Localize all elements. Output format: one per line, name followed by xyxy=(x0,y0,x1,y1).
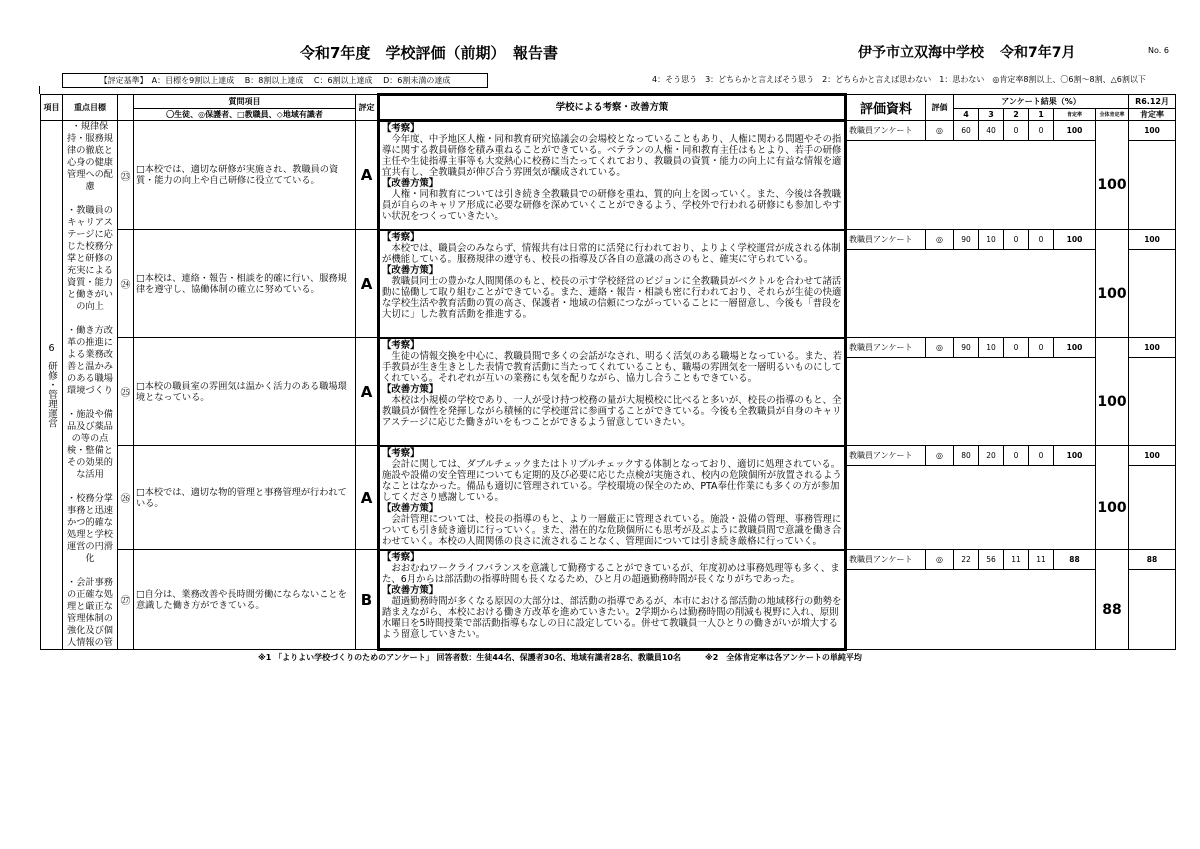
survey-percent-2: 0 xyxy=(1004,121,1029,141)
analysis-heading: 【考察】 xyxy=(382,551,420,563)
analysis-heading: 【考察】 xyxy=(382,339,420,351)
survey-percent-4: 80 xyxy=(954,446,979,466)
question-text: □本校では、適切な研修が実施され、教職員の資質・能力の向上や自己研修に役立てている。 xyxy=(134,121,356,230)
category-cell xyxy=(41,121,63,650)
improvement-text: 会計管理については、校長の指導のもと、より一層厳正に管理されている。施設・設備の管理、事務管理についても引き続き適切に行っていく。また、潜在的な危険個所にも思考が及ぶように教職員間で意識を働き合わせていく。本校の人間関係の良さに流されることなく、管理面については引き続き厳格に行っていく。 xyxy=(382,513,842,547)
previous-positive-rate: 88 xyxy=(1129,550,1176,570)
table-row xyxy=(41,338,1176,358)
empty-cell xyxy=(1129,250,1176,338)
col-header-overall: 全体肯定率 xyxy=(1096,109,1129,121)
survey-percent-1: 11 xyxy=(1029,550,1054,570)
col-header-prev-sub: 肯定率 xyxy=(1129,109,1176,121)
empty-cell xyxy=(1129,466,1176,550)
col-header-number xyxy=(118,95,134,121)
positive-rate: 88 xyxy=(1054,550,1096,570)
survey-percent-3: 40 xyxy=(979,121,1004,141)
survey-percent-1: 0 xyxy=(1029,338,1054,358)
question-text: □自分は、業務改善や長時間労働にならないことを意識した働き方ができている。 xyxy=(134,550,356,650)
analysis-cell xyxy=(379,121,846,230)
survey-percent-3: 20 xyxy=(979,446,1004,466)
empty-cell xyxy=(1129,570,1176,650)
overall-positive-rate: 100 xyxy=(1096,230,1129,338)
focus-goals: ・規律保持・服務規律の徹底と心身の健康管理への配慮 ・教職員のキャリアステージに応じた校務分掌と研修の充実による資質・能力と働きがいの向上 ・働き方改革の推進による業務改善と温かみのある職場環境づくり ・施設や備品及び薬品の等の点検・整備とその効果的な活用 ・校務分掌事務と迅速かつ的確な処理と学校運営の円滑化 ・会計事務の正確な処理と厳正な管理体制の強化及び個人情報の管 xyxy=(63,121,118,650)
evaluation-source: 教職員アンケート xyxy=(846,230,926,250)
survey-percent-2: 0 xyxy=(1004,446,1029,466)
question-number: ㉓ xyxy=(118,121,134,230)
overall-positive-rate: 100 xyxy=(1096,338,1129,446)
evaluation-mark-icon: ◎ xyxy=(926,550,954,570)
survey-percent-3: 56 xyxy=(979,550,1004,570)
previous-positive-rate: 100 xyxy=(1129,230,1176,250)
report-date: 令和7年7月 xyxy=(1000,45,1076,61)
col-header-survey: アンケート結果（%） xyxy=(954,95,1129,109)
col-header-question-sub: 〇生徒、◎保護者、□教職員、◇地域有識者 xyxy=(134,109,356,121)
col-header-positive: 肯定率 xyxy=(1054,109,1096,121)
table-row xyxy=(41,230,1176,250)
empty-cell xyxy=(846,570,1096,650)
survey-percent-3: 10 xyxy=(979,230,1004,250)
empty-cell xyxy=(1129,141,1176,230)
col-header-3: 3 xyxy=(979,109,1004,121)
survey-percent-1: 0 xyxy=(1029,121,1054,141)
overall-positive-rate: 100 xyxy=(1096,121,1129,230)
evaluation-mark-icon: ◎ xyxy=(926,121,954,141)
improvement-heading: 【改善方策】 xyxy=(382,264,439,276)
improvement-heading: 【改善方策】 xyxy=(382,584,439,596)
question-text: □本校では、適切な物的管理と事務管理が行われている。 xyxy=(134,446,356,550)
col-header-eval: 評価 xyxy=(926,95,954,121)
analysis-text: 本校では、職員会のみならず、情報共有は日常的に活発に行われており、よりよく学校運営が成される体制が機能している。服務規律の遵守も、校長の指導及び各自の意識の高さのもと、確実に守られている。 xyxy=(382,242,841,265)
col-header-1: 1 xyxy=(1029,109,1054,121)
analysis-heading: 【考察】 xyxy=(382,447,420,459)
positive-rate: 100 xyxy=(1054,338,1096,358)
question-number: ㉗ xyxy=(118,550,134,650)
table-row xyxy=(41,550,1176,570)
footnote: ※1 「よりよい学校づくりのためのアンケート」 回答者数：生徒44名、保護者30名、地域有識者28名、教職員10名 ※2 全体肯定率は各アンケートの単純平均 xyxy=(258,653,862,662)
overall-positive-rate: 100 xyxy=(1096,446,1129,550)
improvement-text: 本校は小規模の学校であり、一人が受け持つ校務の量が大規模校に比べると多いが、校長の指導のもと、全教職員が個性を発揮しながら積極的に学校運営に参画することができている。今後も全教職員が自身のキャリアステージに応じた働きがいをもつことができるよう留意していきたい。 xyxy=(382,394,842,428)
page-title: 令和7年度 学校評価（前期） 報告書 xyxy=(300,44,558,62)
previous-positive-rate: 100 xyxy=(1129,338,1176,358)
empty-cell xyxy=(1129,358,1176,446)
col-header-item: 項目 xyxy=(41,95,63,121)
col-header-prev: R6.12月 xyxy=(1129,95,1176,109)
improvement-text: 教職員同士の豊かな人間関係のもと、校長の示す学校経営のビジョンに全教職員がベクトルを合わせて諸活動に協働して取り組むことができている。また、連絡・報告・相談も密に行われており、それらが生徒の快適な学校生活や教育活動の質の高さ、保護者・地域の信頼につながっていることに一層留意し、今後も「普段を大切に」した教育活動を推進する。 xyxy=(382,275,842,320)
rating-grade: A xyxy=(356,446,379,550)
empty-cell xyxy=(846,358,1096,446)
col-header-goal: 重点目標 xyxy=(63,95,118,121)
col-header-rating: 評定 xyxy=(356,95,379,121)
positive-rate: 100 xyxy=(1054,230,1096,250)
table-row xyxy=(41,121,1176,141)
previous-positive-rate: 100 xyxy=(1129,446,1176,466)
survey-percent-4: 22 xyxy=(954,550,979,570)
evaluation-mark-icon: ◎ xyxy=(926,338,954,358)
col-header-question: 質問項目 xyxy=(134,95,356,109)
rating-grade: A xyxy=(356,230,379,338)
question-text: □本校は、連絡・報告・相談を的確に行い、服務規律を遵守し、協働体制の確立に努めている。 xyxy=(134,230,356,338)
question-number: ㉔ xyxy=(118,230,134,338)
question-number: ㉖ xyxy=(118,446,134,550)
col-header-analysis: 学校による考察・改善方策 xyxy=(379,95,846,121)
analysis-text: 生徒の情報交換を中心に、教職員間で多くの会話がなされ、明るく活気のある職場となっている。また、若手教員が生き生きとした表情で教育活動に当たってくれていることも、職場の雰囲気を一層明るいものにしてくれている。それぞれが互いの業務にも気を配りながら、協力し合うこともできている。 xyxy=(382,350,842,384)
survey-percent-1: 0 xyxy=(1029,230,1054,250)
evaluation-source: 教職員アンケート xyxy=(846,446,926,466)
survey-percent-3: 10 xyxy=(979,338,1004,358)
survey-percent-2: 0 xyxy=(1004,230,1029,250)
improvement-heading: 【改善方策】 xyxy=(382,178,439,189)
question-number: ㉕ xyxy=(118,338,134,446)
rating-criteria: 【評定基準】 A：目標を9割以上達成 B：8割以上達成 C：6割以上達成 D：6割未満の達成 xyxy=(62,73,488,88)
evaluation-table xyxy=(40,93,1176,651)
empty-cell xyxy=(846,141,1096,230)
survey-percent-4: 90 xyxy=(954,338,979,358)
survey-percent-2: 11 xyxy=(1004,550,1029,570)
analysis-text: 会計に関しては、ダブルチェックまたはトリプルチェックする体制となっており、適切に処理されている。施設や設備の安全管理についても定期的及び必要に応じた点検が実施され、校内の危険個所が放置されるようなことはなかった。備品も適切に管理されている。学校環境の保全のため、PTA奉仕作業にも多くの方が参加してくださり感謝している。 xyxy=(382,458,842,503)
analysis-text: 今年度、中予地区人権・同和教育研究協議会の会場校となっていることもあり、人権に関わる問題やその指導に関する教員研修を積み重ねることができている。ベテランの人権・同和教育主任はもとより、若手の研修主任や生徒指導主事等も大変熱心に校務に当たってくれており、教職員の資質・能力の向上に有益な情報を適宜共有し、全教職員が伸び合う雰囲気が醸成されている。 xyxy=(382,134,842,178)
analysis-cell xyxy=(379,446,846,550)
evaluation-mark-icon: ◎ xyxy=(926,230,954,250)
col-header-2: 2 xyxy=(1004,109,1029,121)
question-text: □本校の職員室の雰囲気は温かく活力のある職場環境となっている。 xyxy=(134,338,356,446)
evaluation-source: 教職員アンケート xyxy=(846,121,926,141)
empty-cell xyxy=(846,466,1096,550)
category-number: 6 xyxy=(48,343,55,355)
analysis-cell xyxy=(379,338,846,446)
improvement-heading: 【改善方策】 xyxy=(382,502,439,514)
rating-grade: B xyxy=(356,550,379,650)
analysis-text: おおむねワークライフバランスを意識して勤務することができているが、年度初めは事務処理等も多く、また、6月からは部活動の指導時間も長くなるため、ひと月の超過勤務時間が長くなりがちであった。 xyxy=(382,562,840,585)
improvement-heading: 【改善方策】 xyxy=(382,383,439,395)
previous-positive-rate: 100 xyxy=(1129,121,1176,141)
evaluation-source: 教職員アンケート xyxy=(846,338,926,358)
survey-legend: 4：そう思う 3：どちらかと言えばそう思う 2：どちらかと言えば思わない 1：思わない ◎肯定率8割以上、〇6割～8割、△6割以下 xyxy=(652,75,1146,84)
category-name: 研修・管理運営 xyxy=(46,361,57,428)
survey-percent-4: 60 xyxy=(954,121,979,141)
survey-percent-1: 0 xyxy=(1029,446,1054,466)
page-number: No. 6 xyxy=(1148,46,1169,55)
evaluation-source: 教職員アンケート xyxy=(846,550,926,570)
table-row xyxy=(41,446,1176,466)
survey-percent-4: 90 xyxy=(954,230,979,250)
rating-grade: A xyxy=(356,121,379,230)
positive-rate: 100 xyxy=(1054,121,1096,141)
school-name: 伊予市立双海中学校 xyxy=(858,45,984,61)
analysis-cell xyxy=(379,550,846,650)
analysis-cell xyxy=(379,230,846,338)
improvement-text: 超過勤務時間が多くなる原因の大部分は、部活動の指導であるが、本市における部活動の地域移行の動勢を踏まえながら、本校における働き方改革を進めていきたい。2学期からは勤務時間の削減も視野に入れ、原則水曜日を5時間授業で部活動指導もなしの日に設定している。併せて教職員一人ひとりの働きがいが増大するよう留意していきたい。 xyxy=(382,595,842,640)
analysis-heading: 【考察】 xyxy=(382,231,420,243)
positive-rate: 100 xyxy=(1054,446,1096,466)
overall-positive-rate: 88 xyxy=(1096,550,1129,650)
rating-grade: A xyxy=(356,338,379,446)
survey-percent-2: 0 xyxy=(1004,338,1029,358)
improvement-text: 人権・同和教育については引き続き全教職員での研修を重ね、質的向上を図っていく。また、今後は各教職員が自らのキャリア形成に必要な研修を深めていくことができるよう、学校外で行われる研修にも参加しやすい状況をつくっていきたい。 xyxy=(382,189,842,222)
evaluation-mark-icon: ◎ xyxy=(926,446,954,466)
col-header-4: 4 xyxy=(954,109,979,121)
empty-cell xyxy=(846,250,1096,338)
analysis-heading: 【考察】 xyxy=(382,123,420,134)
col-header-source: 評価資料 xyxy=(846,95,926,121)
